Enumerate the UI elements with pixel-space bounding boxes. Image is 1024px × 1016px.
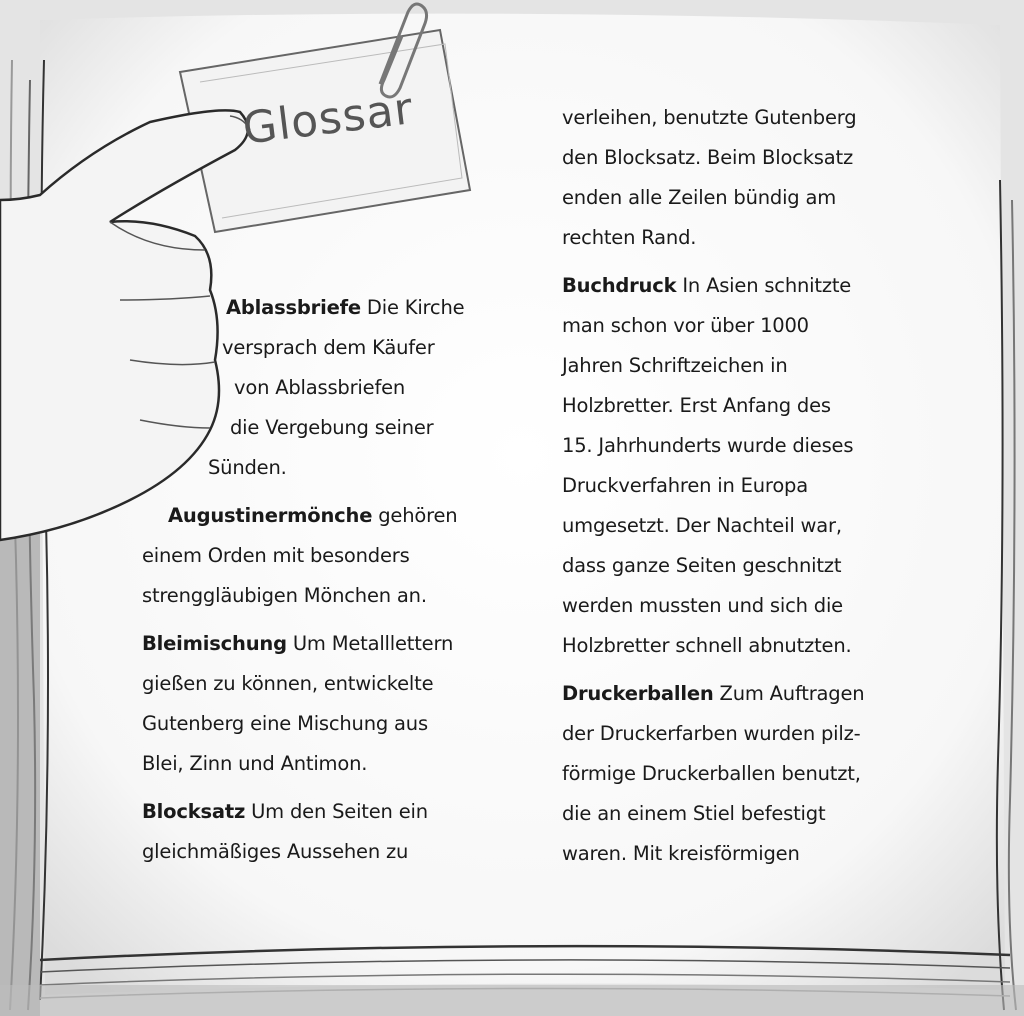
entry-line: gießen zu können, entwickelte xyxy=(142,672,434,695)
note-title: Glossar xyxy=(240,83,417,155)
entry-line: Druckverfahren in Europa xyxy=(562,474,808,497)
entry-line: gehören xyxy=(372,504,458,527)
entry-blocksatz-continued xyxy=(562,98,982,258)
entry-line: förmige Druckerballen benutzt, xyxy=(562,762,861,785)
entry-line: enden alle Zeilen bündig am xyxy=(562,186,837,209)
entry-line: rechten Rand. xyxy=(562,226,697,249)
entry-line: Holzbretter. Erst Anfang des xyxy=(562,394,831,417)
entry-line: werden mussten und sich die xyxy=(562,594,843,617)
glossary-column-left xyxy=(142,288,542,880)
entry-line: dass ganze Seiten geschnitzt xyxy=(562,554,842,577)
entry-augustinermoenche xyxy=(142,496,542,616)
entry-line: der Druckerfarben wurden pilz- xyxy=(562,722,861,745)
entry-line: strenggläubigen Mönchen an. xyxy=(142,584,427,607)
entry-line: Zum Auftragen xyxy=(713,682,865,705)
entry-term: Blocksatz xyxy=(142,800,246,823)
entry-term: Bleimischung xyxy=(142,632,287,655)
entry-line: Gutenberg eine Mischung aus xyxy=(142,712,428,735)
entry-term: Augustinermönche xyxy=(168,504,373,527)
entry-term: Buchdruck xyxy=(562,274,677,297)
entry-buchdruck xyxy=(562,266,982,666)
entry-line: Jahren Schriftzeichen in xyxy=(562,354,788,377)
entry-line: die an einem Stiel befestigt xyxy=(562,802,826,825)
entry-ablassbriefe xyxy=(142,288,542,488)
entry-line: waren. Mit kreisförmigen xyxy=(562,842,800,865)
entry-line: versprach dem Käufer xyxy=(222,336,435,359)
entry-line: gleichmäßiges Aussehen zu xyxy=(142,840,409,863)
entry-term: Ablassbriefe xyxy=(226,296,361,319)
entry-line: Die Kirche xyxy=(360,296,465,319)
entry-druckerballen xyxy=(562,674,982,874)
entry-line: von Ablassbriefen xyxy=(234,376,406,399)
entry-line: Sünden. xyxy=(208,456,287,479)
entry-line: verleihen, benutzte Gutenberg xyxy=(562,106,857,129)
entry-line: einem Orden mit besonders xyxy=(142,544,410,567)
entry-blocksatz xyxy=(142,792,542,872)
glossary-column-right xyxy=(562,98,982,882)
entry-line: Blei, Zinn und Antimon. xyxy=(142,752,368,775)
entry-line: umgesetzt. Der Nachteil war, xyxy=(562,514,842,537)
entry-line: den Blocksatz. Beim Blocksatz xyxy=(562,146,853,169)
entry-line: In Asien schnitzte xyxy=(676,274,852,297)
entry-line: Um den Seiten ein xyxy=(245,800,428,823)
entry-line: Um Metalllettern xyxy=(286,632,454,655)
entry-term: Druckerballen xyxy=(562,682,714,705)
entry-line: 15. Jahrhunderts wurde dieses xyxy=(562,434,854,457)
entry-line: man schon vor über 1000 xyxy=(562,314,809,337)
entry-line: die Vergebung seiner xyxy=(230,416,434,439)
entry-bleimischung xyxy=(142,624,542,784)
entry-line: Holzbretter schnell abnutzten. xyxy=(562,634,852,657)
